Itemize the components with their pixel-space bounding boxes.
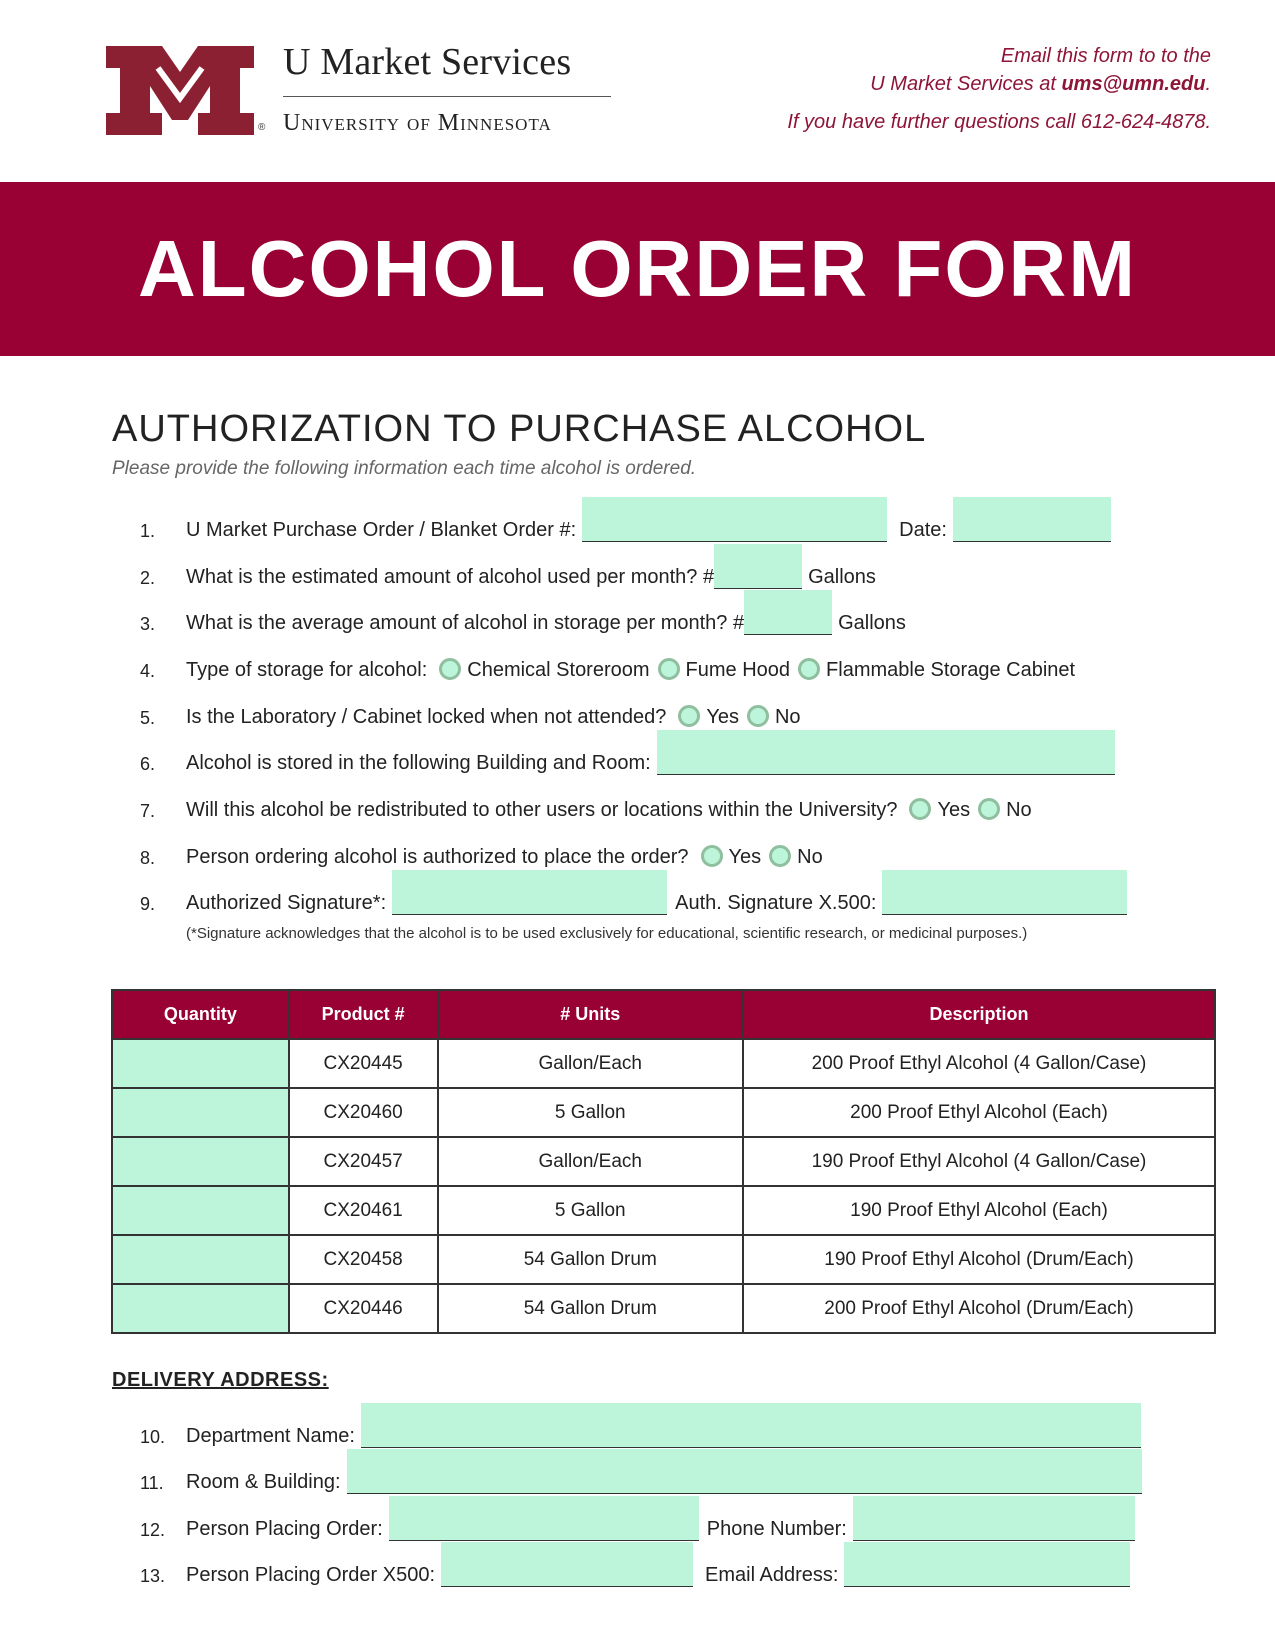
header-quantity: Quantity	[112, 990, 289, 1039]
header-units: # Units	[438, 990, 743, 1039]
signature-x500-field[interactable]	[882, 870, 1127, 915]
product-number: CX20458	[289, 1235, 438, 1284]
product-units: Gallon/Each	[438, 1039, 743, 1088]
radio-q7-yes[interactable]	[909, 798, 931, 820]
question-4: 4. Type of storage for alcohol: Chemical Storeroom Fume Hood Flammable Storage Cabinet	[140, 659, 1076, 681]
person-x500-field[interactable]	[441, 1542, 693, 1587]
option-q7-yes: Yes	[937, 799, 971, 821]
purchase-order-field[interactable]	[582, 497, 887, 542]
q2-unit: Gallons	[808, 566, 876, 588]
question-11: 11. Room & Building:	[140, 1460, 1142, 1494]
q9-label: Authorized Signature*:	[186, 892, 387, 914]
table-header-row	[112, 990, 1215, 1039]
product-number: CX20461	[289, 1186, 438, 1235]
product-table	[111, 989, 1216, 1334]
question-6: 6. Alcohol is stored in the following Building and Room:	[140, 741, 1115, 775]
question-7: 7. Will this alcohol be redistributed to other users or locations within the University? Yes No	[140, 799, 1032, 821]
quantity-input[interactable]	[112, 1235, 289, 1284]
question-2: 2. What is the estimated amount of alcohol used per month? # Gallons	[140, 555, 876, 589]
product-units: 54 Gallon Drum	[438, 1235, 743, 1284]
monthly-storage-field[interactable]	[744, 590, 832, 635]
q6-label: Alcohol is stored in the following Building and Room:	[186, 752, 651, 774]
radio-chemical-storeroom[interactable]	[439, 658, 461, 680]
q5-label: Is the Laboratory / Cabinet locked when not attended?	[186, 706, 667, 728]
signature-note: (*Signature acknowledges that the alcohol is to be used exclusively for educational, scientific research, or medicinal purposes.)	[186, 925, 1028, 942]
product-description: 200 Proof Ethyl Alcohol (Drum/Each)	[743, 1284, 1215, 1333]
email-label: Email Address:	[705, 1564, 839, 1586]
radio-q7-no[interactable]	[978, 798, 1000, 820]
date-label: Date:	[899, 519, 947, 541]
quantity-input[interactable]	[112, 1088, 289, 1137]
form-title: ALCOHOL ORDER FORM	[138, 224, 1137, 313]
question-5: 5. Is the Laboratory / Cabinet locked when not attended? Yes No	[140, 706, 801, 728]
quantity-input[interactable]	[112, 1284, 289, 1333]
section-subtitle: Please provide the following information each time alcohol is ordered.	[112, 458, 697, 479]
q3-label: What is the average amount of alcohol in storage per month? #	[186, 612, 745, 634]
table-row	[112, 1039, 1215, 1088]
product-number: CX20445	[289, 1039, 438, 1088]
table-row	[112, 1137, 1215, 1186]
question-1: 1. U Market Purchase Order / Blanket Order #: Date:	[140, 508, 1111, 542]
contact-line-2: U Market Services at ums@umn.edu.	[870, 73, 1211, 95]
title-banner	[0, 182, 1275, 356]
quantity-input[interactable]	[112, 1186, 289, 1235]
registered-mark: ®	[258, 122, 266, 133]
contact-email-link[interactable]: ums@umn.edu	[1061, 73, 1206, 95]
q4-label: Type of storage for alcohol:	[186, 659, 428, 681]
q3-unit: Gallons	[838, 612, 906, 634]
delivery-address-title: DELIVERY ADDRESS:	[112, 1369, 329, 1391]
option-q5-no: No	[774, 706, 801, 728]
question-8: 8. Person ordering alcohol is authorized to place the order? Yes No	[140, 846, 823, 868]
email-address-field[interactable]	[844, 1542, 1130, 1587]
department-name-field[interactable]	[361, 1403, 1141, 1448]
authorized-signature-field[interactable]	[392, 870, 667, 915]
university-name: University of Minnesota	[283, 110, 552, 136]
contact-phone-line: If you have further questions call 612-624-4878.	[787, 111, 1211, 133]
option-fume-hood: Fume Hood	[685, 659, 791, 681]
product-number: CX20446	[289, 1284, 438, 1333]
product-description: 200 Proof Ethyl Alcohol (4 Gallon/Case)	[743, 1039, 1215, 1088]
brand-divider	[283, 96, 611, 97]
option-chemical-storeroom: Chemical Storeroom	[467, 659, 650, 681]
table-row	[112, 1088, 1215, 1137]
q2-label: What is the estimated amount of alcohol used per month? #	[186, 566, 715, 588]
radio-q8-no[interactable]	[769, 845, 791, 867]
quantity-input[interactable]	[112, 1039, 289, 1088]
brand-name: U Market Services	[283, 41, 572, 83]
table-row	[112, 1284, 1215, 1333]
product-number: CX20460	[289, 1088, 438, 1137]
question-10: 10. Department Name:	[140, 1414, 1141, 1448]
building-room-field[interactable]	[657, 730, 1115, 775]
contact-info	[787, 42, 1211, 136]
question-12: 12. Person Placing Order: Phone Number:	[140, 1507, 1135, 1541]
radio-q5-no[interactable]	[747, 705, 769, 727]
product-units: 5 Gallon	[438, 1186, 743, 1235]
table-row	[112, 1186, 1215, 1235]
phone-number-field[interactable]	[853, 1496, 1135, 1541]
contact-line-1: Email this form to to the	[1000, 45, 1211, 67]
option-q8-yes: Yes	[728, 846, 762, 868]
option-flammable-cabinet: Flammable Storage Cabinet	[826, 659, 1076, 681]
university-m-logo	[104, 46, 256, 135]
question-3: 3. What is the average amount of alcohol in storage per month? # Gallons	[140, 601, 906, 635]
q1-label: U Market Purchase Order / Blanket Order #:	[186, 519, 577, 541]
product-description: 190 Proof Ethyl Alcohol (4 Gallon/Case)	[743, 1137, 1215, 1186]
product-units: 5 Gallon	[438, 1088, 743, 1137]
quantity-input[interactable]	[112, 1137, 289, 1186]
q11-label: Room & Building:	[186, 1471, 341, 1493]
product-description: 190 Proof Ethyl Alcohol (Each)	[743, 1186, 1215, 1235]
q7-label: Will this alcohol be redistributed to other users or locations within the University?	[186, 799, 898, 821]
product-number: CX20457	[289, 1137, 438, 1186]
q12-label: Person Placing Order:	[186, 1518, 383, 1540]
table-row	[112, 1235, 1215, 1284]
product-units: 54 Gallon Drum	[438, 1284, 743, 1333]
phone-label: Phone Number:	[706, 1518, 847, 1540]
option-q8-no: No	[797, 846, 823, 868]
question-9: 9. Authorized Signature*: Auth. Signature X.500:	[140, 881, 1127, 915]
option-q7-no: No	[1006, 799, 1032, 821]
radio-flammable-cabinet[interactable]	[798, 658, 820, 680]
product-description: 200 Proof Ethyl Alcohol (Each)	[743, 1088, 1215, 1137]
header-product: Product #	[289, 990, 438, 1039]
option-q5-yes: Yes	[706, 706, 739, 728]
q8-label: Person ordering alcohol is authorized to place the order?	[186, 846, 689, 868]
product-description: 190 Proof Ethyl Alcohol (Drum/Each)	[743, 1235, 1215, 1284]
monthly-usage-field[interactable]	[714, 544, 802, 589]
x500-label: Auth. Signature X.500:	[675, 892, 877, 914]
q10-label: Department Name:	[186, 1425, 355, 1447]
room-building-field[interactable]	[347, 1449, 1142, 1494]
person-placing-order-field[interactable]	[389, 1496, 699, 1541]
q13-label: Person Placing Order X500:	[186, 1564, 436, 1586]
radio-q8-yes[interactable]	[701, 845, 723, 867]
radio-fume-hood[interactable]	[658, 658, 680, 680]
product-units: Gallon/Each	[438, 1137, 743, 1186]
question-13: 13. Person Placing Order X500: Email Address:	[140, 1553, 1130, 1587]
date-field[interactable]	[953, 497, 1111, 542]
header-description: Description	[743, 990, 1215, 1039]
section-title: AUTHORIZATION TO PURCHASE ALCOHOL	[112, 408, 927, 450]
radio-q5-yes[interactable]	[678, 705, 700, 727]
